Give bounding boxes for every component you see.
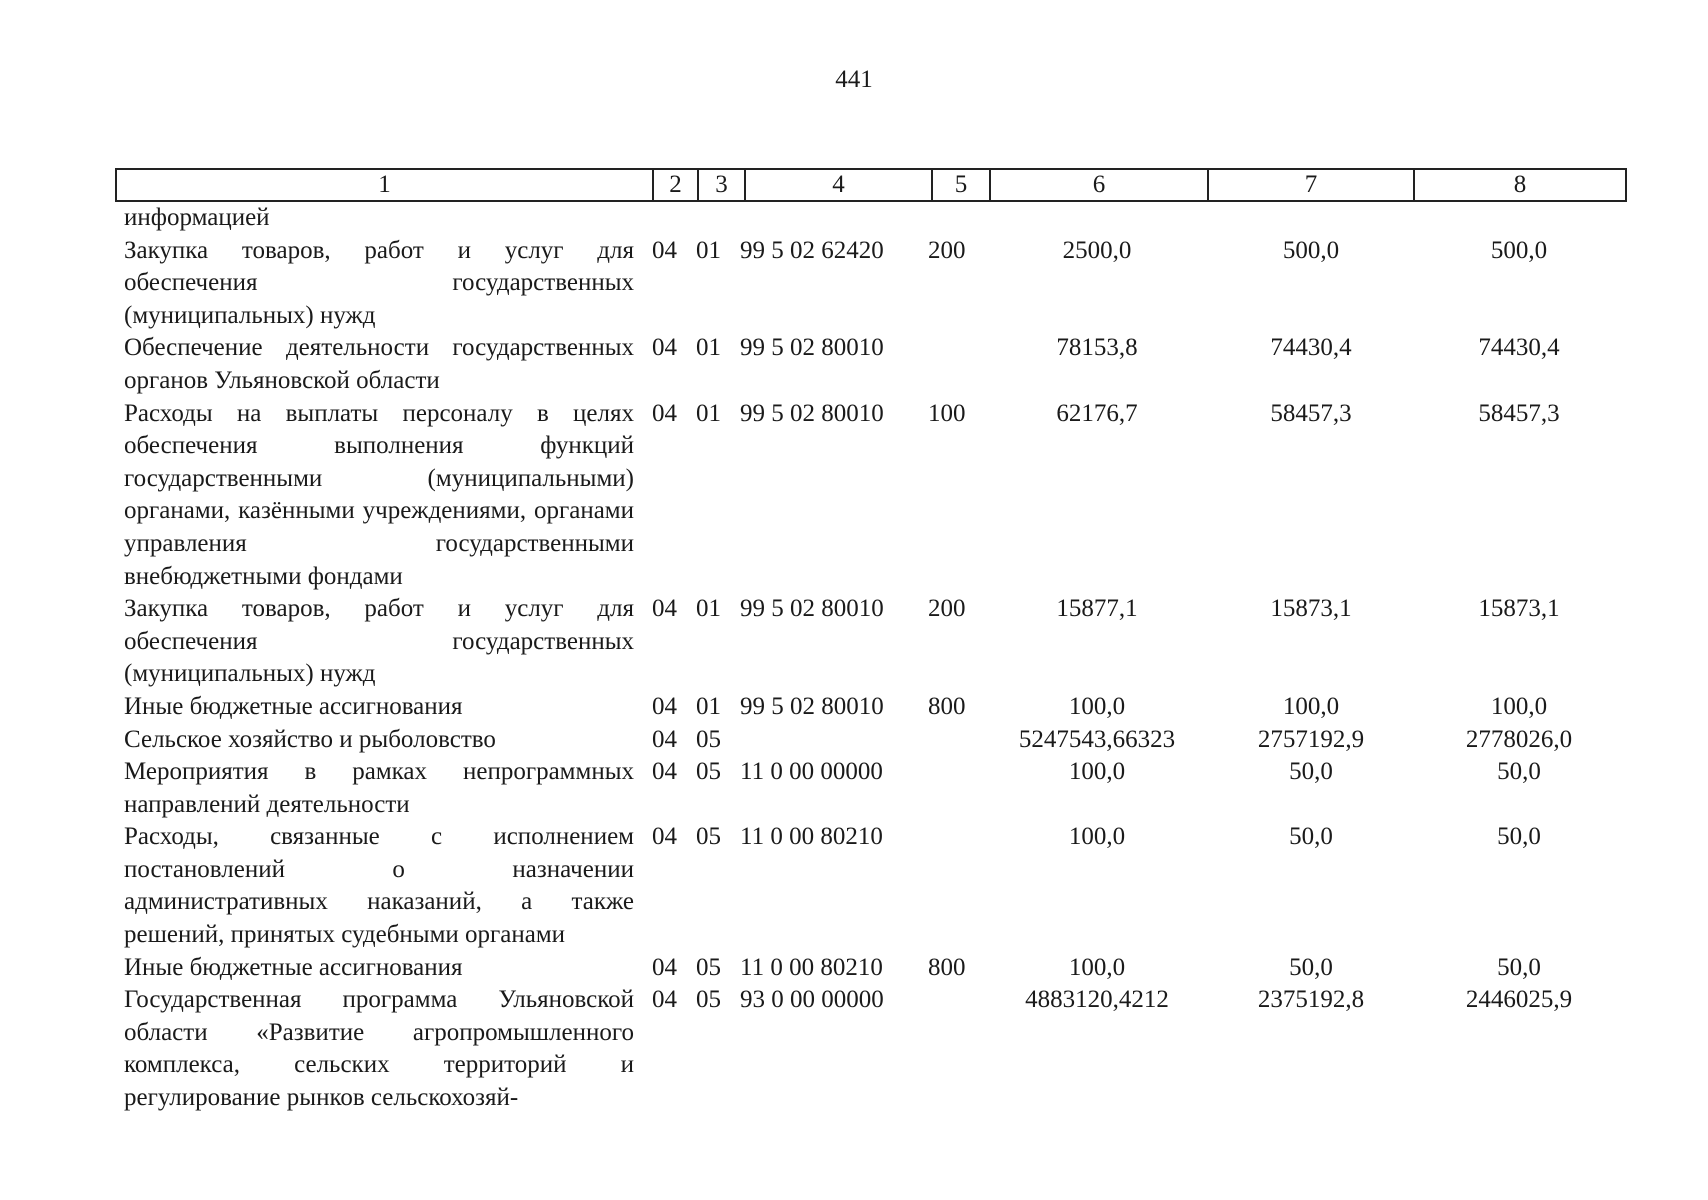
row-c3: 01	[696, 236, 721, 264]
row-c8: 50,0	[1497, 953, 1541, 981]
row-c3: 01	[696, 334, 721, 362]
row-name: Сельское хозяйство и рыболовство	[124, 725, 496, 753]
row-c8: 50,0	[1497, 823, 1541, 851]
row-c2: 04	[652, 823, 677, 851]
row-name: Закупка товаров, работ и услуг для обеспечения государственных (муниципальных) нужд	[124, 595, 634, 688]
row-c6: 5247543,66323	[1018, 725, 1176, 753]
row-c7: 100,0	[1282, 692, 1340, 720]
table-row	[124, 724, 1624, 757]
row-c6: 100,0	[1068, 953, 1126, 981]
header-col-8: 8	[1513, 171, 1527, 198]
row-name: Иные бюджетные ассигнования	[124, 953, 463, 981]
row-c5: 200	[928, 595, 966, 623]
header-col-2: 2	[654, 170, 699, 200]
row-c5: 800	[928, 692, 966, 720]
header-col-6: 6	[991, 170, 1209, 200]
row-c7: 58457,3	[1270, 399, 1352, 427]
row-c3: 05	[696, 986, 721, 1014]
row-c6: 78153,8	[1056, 334, 1138, 362]
row-c4: 11 0 00 80210	[740, 823, 883, 851]
row-c3: 01	[696, 692, 721, 720]
row-c2: 04	[652, 725, 677, 753]
row-c2: 04	[652, 595, 677, 623]
row-c4: 99 5 02 80010	[740, 399, 884, 427]
row-c3: 01	[696, 595, 721, 623]
row-c4: 99 5 02 80010	[740, 595, 884, 623]
row-c6: 62176,7	[1056, 399, 1138, 427]
row-c2: 04	[652, 953, 677, 981]
row-c7: 50,0	[1289, 823, 1333, 851]
table-row	[124, 398, 1624, 594]
row-name: Мероприятия в рамках непрограммных направлений деятельности	[124, 758, 634, 818]
row-c6: 100,0	[1068, 758, 1126, 786]
header-col-1: 1	[117, 170, 654, 200]
table-row	[124, 984, 1624, 1114]
row-c3: 01	[696, 399, 721, 427]
page-number: 441	[835, 66, 873, 93]
table-body	[124, 202, 1624, 1115]
row-c8: 74430,4	[1478, 334, 1560, 362]
row-c2: 04	[652, 399, 677, 427]
row-name: Государственная программа Ульяновской области «Развитие агропромышленного комплекса, сельских территорий и регулирование рынков сельскохозяй-	[124, 986, 634, 1112]
row-c6: 4883120,4212	[1025, 986, 1169, 1014]
row-c4: 99 5 02 80010	[740, 334, 884, 362]
row-c7: 2757192,9	[1257, 725, 1365, 753]
table-row	[124, 202, 1624, 235]
row-c4: 93 0 00 00000	[740, 986, 884, 1014]
row-c7: 50,0	[1289, 953, 1333, 981]
row-c2: 04	[652, 692, 677, 720]
row-c8: 58457,3	[1478, 399, 1560, 427]
row-c6: 100,0	[1068, 823, 1126, 851]
row-name: Иные бюджетные ассигнования	[124, 692, 463, 720]
row-c2: 04	[652, 986, 677, 1014]
row-c3: 05	[696, 823, 721, 851]
header-col-4: 4	[746, 170, 933, 200]
table-row	[124, 593, 1624, 691]
row-c3: 05	[696, 725, 721, 753]
row-c7: 74430,4	[1270, 334, 1352, 362]
row-c8: 100,0	[1490, 692, 1548, 720]
row-c6: 100,0	[1068, 692, 1126, 720]
row-c2: 04	[652, 758, 677, 786]
table-row	[124, 332, 1624, 397]
row-c8: 2446025,9	[1465, 986, 1573, 1014]
row-c7: 500,0	[1282, 236, 1340, 264]
row-c5: 200	[928, 236, 966, 264]
table-row	[124, 756, 1624, 821]
row-name: Расходы на выплаты персоналу в целях обеспечения выполнения функций государственными (муниципальными) органами, казёнными учреждениями, органами управления государственными внебюджетными фондами	[124, 399, 634, 590]
row-c7: 15873,1	[1270, 595, 1352, 623]
row-c4: 11 0 00 80210	[740, 953, 883, 981]
table-row	[124, 821, 1624, 951]
header-col-3: 3	[699, 170, 746, 200]
header-col-5: 5	[933, 170, 991, 200]
row-c2: 04	[652, 236, 677, 264]
row-c4: 11 0 00 00000	[740, 758, 883, 786]
row-c8: 50,0	[1497, 758, 1541, 786]
row-c8: 500,0	[1490, 236, 1548, 264]
row-c7: 2375192,8	[1257, 986, 1365, 1014]
table-row	[124, 235, 1624, 333]
table-header	[115, 168, 1627, 202]
row-name: Расходы, связанные с исполнением постановлений о назначении административных наказаний, а также решений, принятых судебными органами	[124, 823, 634, 949]
table-row	[124, 952, 1624, 985]
row-c8: 2778026,0	[1465, 725, 1573, 753]
row-c3: 05	[696, 758, 721, 786]
row-c6: 2500,0	[1062, 236, 1132, 264]
row-name: Закупка товаров, работ и услуг для обеспечения государственных (муниципальных) нужд	[124, 236, 634, 329]
row-c5: 800	[928, 953, 966, 981]
row-c4: 99 5 02 80010	[740, 692, 884, 720]
row-c7: 50,0	[1289, 758, 1333, 786]
row-c3: 05	[696, 953, 721, 981]
row-name: информацией	[124, 204, 270, 231]
row-c5: 100	[928, 399, 966, 427]
row-c4: 99 5 02 62420	[740, 236, 884, 264]
row-c8: 15873,1	[1478, 595, 1560, 623]
table-row	[124, 691, 1624, 724]
row-name: Обеспечение деятельности государственных органов Ульяновской области	[124, 334, 634, 394]
header-col-7: 7	[1209, 170, 1415, 200]
row-c2: 04	[652, 334, 677, 362]
row-c6: 15877,1	[1056, 595, 1138, 623]
